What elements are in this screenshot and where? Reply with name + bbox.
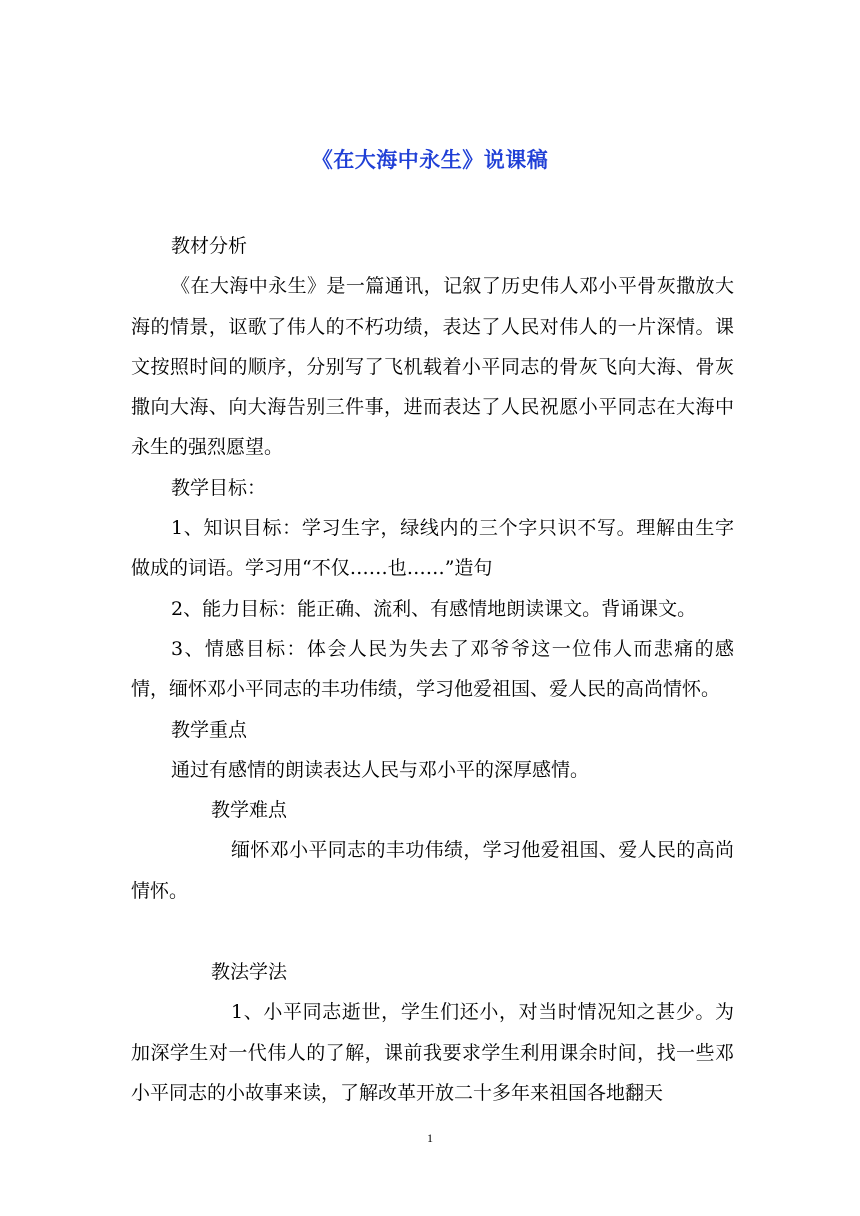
goal-knowledge: 1、知识目标：学习生字，绿线内的三个字只识不写。理解由生字做成的词语。学习用“不仅……也……”造句	[131, 517, 734, 580]
document-body	[131, 226, 734, 1113]
key-point-text: 通过有感情的朗读表达人民与邓小平的深厚感情。	[171, 758, 590, 781]
method-paragraph: 1、小平同志逝世，学生们还小，对当时情况知之甚少。为加深学生对一代伟人的了解，课前我要求学生利用课余时间，找一些邓小平同志的小故事来读，了解改革开放二十多年来祖国各地翻天	[131, 1001, 734, 1104]
goals-heading: 教学目标：	[171, 476, 267, 499]
analysis-heading: 教材分析	[171, 235, 248, 257]
goal-emotion: 3、情感目标：体会人民为失去了邓爷爷这一位伟人而悲痛的感情，缅怀邓小平同志的丰功伟绩，学习他爱祖国、爱人民的高尚情怀。	[131, 637, 734, 701]
difficulty-text: 缅怀邓小平同志的丰功伟绩，学习他爱祖国、爱人民的高尚情怀。	[131, 839, 734, 902]
page-number: 1	[427, 1131, 433, 1145]
goal-ability: 2、能力目标：能正确、流利、有感情地朗读课文。背诵课文。	[171, 597, 697, 620]
method-heading: 教法学法	[211, 961, 288, 984]
difficulty-heading: 教学难点	[211, 799, 288, 822]
document-title: 《在大海中永生》说课稿	[311, 147, 549, 172]
key-point-heading: 教学重点	[171, 718, 248, 741]
analysis-paragraph: 《在大海中永生》是一篇通讯，记叙了历史伟人邓小平骨灰撒放大海的情景，讴歌了伟人的不朽功绩，表达了人民对伟人的一片深情。课文按照时间的顺序，分别写了飞机载着小平同志的骨灰飞向大海、骨灰撒向大海、向大海告别三件事，进而表达了人民祝愿小平同志在大海中永生的强烈愿望。	[131, 275, 734, 459]
blank-line	[131, 911, 734, 952]
